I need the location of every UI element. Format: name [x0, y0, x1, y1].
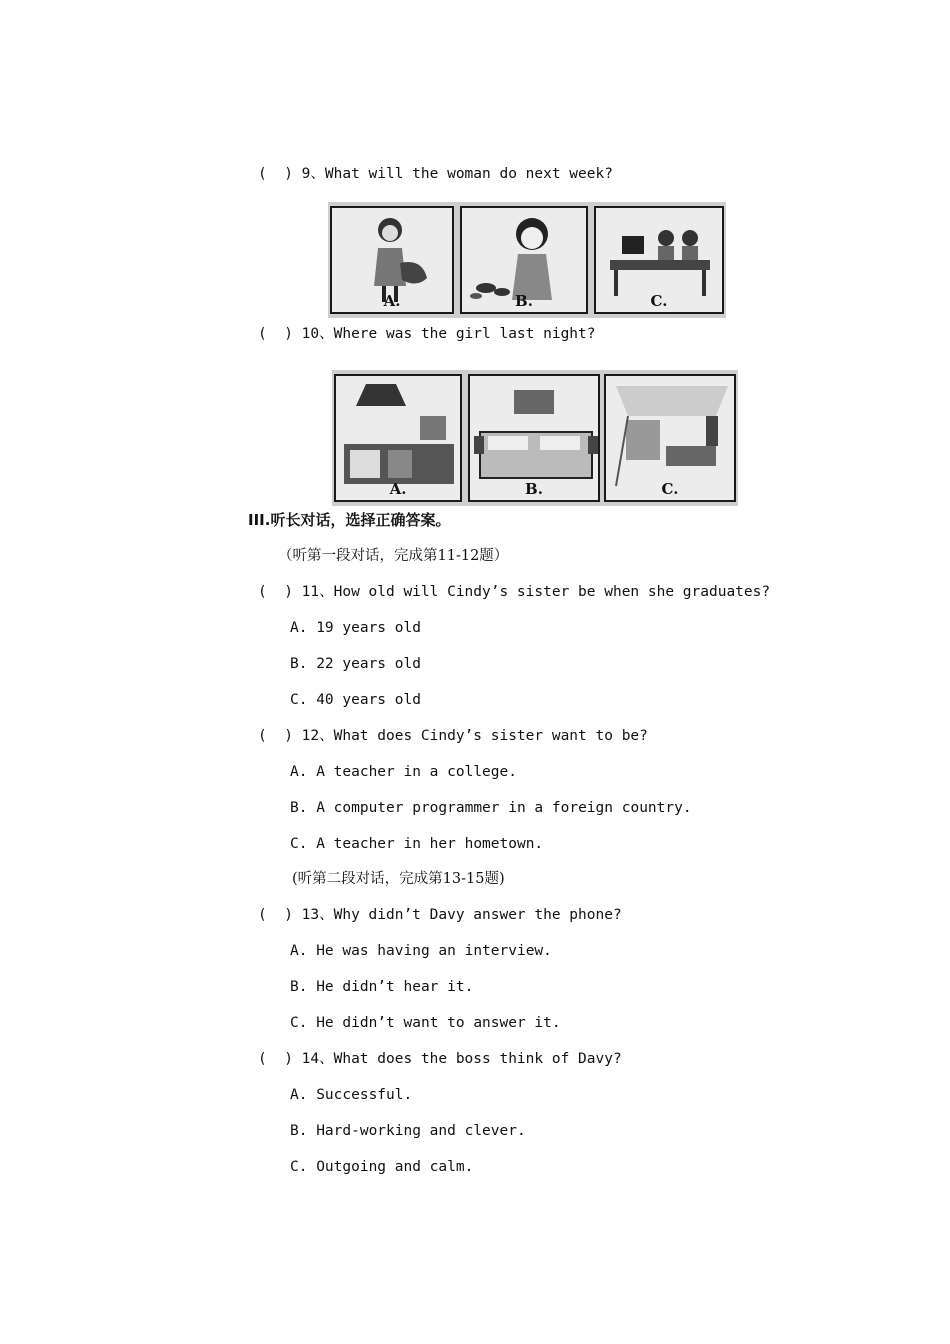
q10-option-a-picture: [334, 374, 462, 502]
section-3-note-2: (听第二段对话，完成第13-15题): [292, 871, 505, 887]
q10-picture-strip: [332, 370, 738, 506]
q14-option-a: A. Successful.: [290, 1087, 413, 1103]
question-9: ( ) 9、What will the woman do next week?: [258, 166, 613, 182]
q12-option-a: A. A teacher in a college.: [290, 764, 517, 780]
q13-option-a: A. He was having an interview.: [290, 943, 552, 959]
q14-option-c: C. Outgoing and calm.: [290, 1159, 474, 1175]
q13-option-c: C. He didn’t want to answer it.: [290, 1015, 561, 1031]
q14-option-b: B. Hard-working and clever.: [290, 1123, 526, 1139]
q11-option-a: A. 19 years old: [290, 620, 421, 636]
q13-option-b: B. He didn’t hear it.: [290, 979, 474, 995]
q10-option-b-picture: [468, 374, 600, 502]
q10-option-b-label: B.: [525, 480, 543, 498]
question-10: ( ) 10、Where was the girl last night?: [258, 326, 596, 342]
q9-option-b-label: B.: [515, 292, 533, 310]
q9-option-a-label: A.: [383, 292, 401, 310]
q11-option-c: C. 40 years old: [290, 692, 421, 708]
question-14: ( ) 14、What does the boss think of Davy?: [258, 1051, 622, 1067]
q12-option-b: B. A computer programmer in a foreign country.: [290, 800, 692, 816]
q9-option-c-label: C.: [650, 292, 668, 310]
q9-option-c-picture: [594, 206, 724, 314]
q11-option-b: B. 22 years old: [290, 656, 421, 672]
question-13: ( ) 13、Why didn’t Davy answer the phone?: [258, 907, 622, 923]
question-11: ( ) 11、How old will Cindy’s sister be when she graduates?: [258, 584, 771, 600]
q9-option-a-picture: [330, 206, 454, 314]
question-12: ( ) 12、What does Cindy’s sister want to be?: [258, 728, 648, 744]
section-3-heading: III.听长对话，选择正确答案。: [248, 511, 451, 529]
q10-option-c-picture: [604, 374, 736, 502]
q10-option-c-label: C.: [661, 480, 679, 498]
q12-option-c: C. A teacher in her hometown.: [290, 836, 544, 852]
q9-option-b-picture: [460, 206, 588, 314]
q10-option-a-label: A.: [389, 480, 407, 498]
section-3-note-1: （听第一段对话，完成第11-12题）: [278, 548, 509, 564]
q9-picture-strip: [328, 202, 726, 318]
